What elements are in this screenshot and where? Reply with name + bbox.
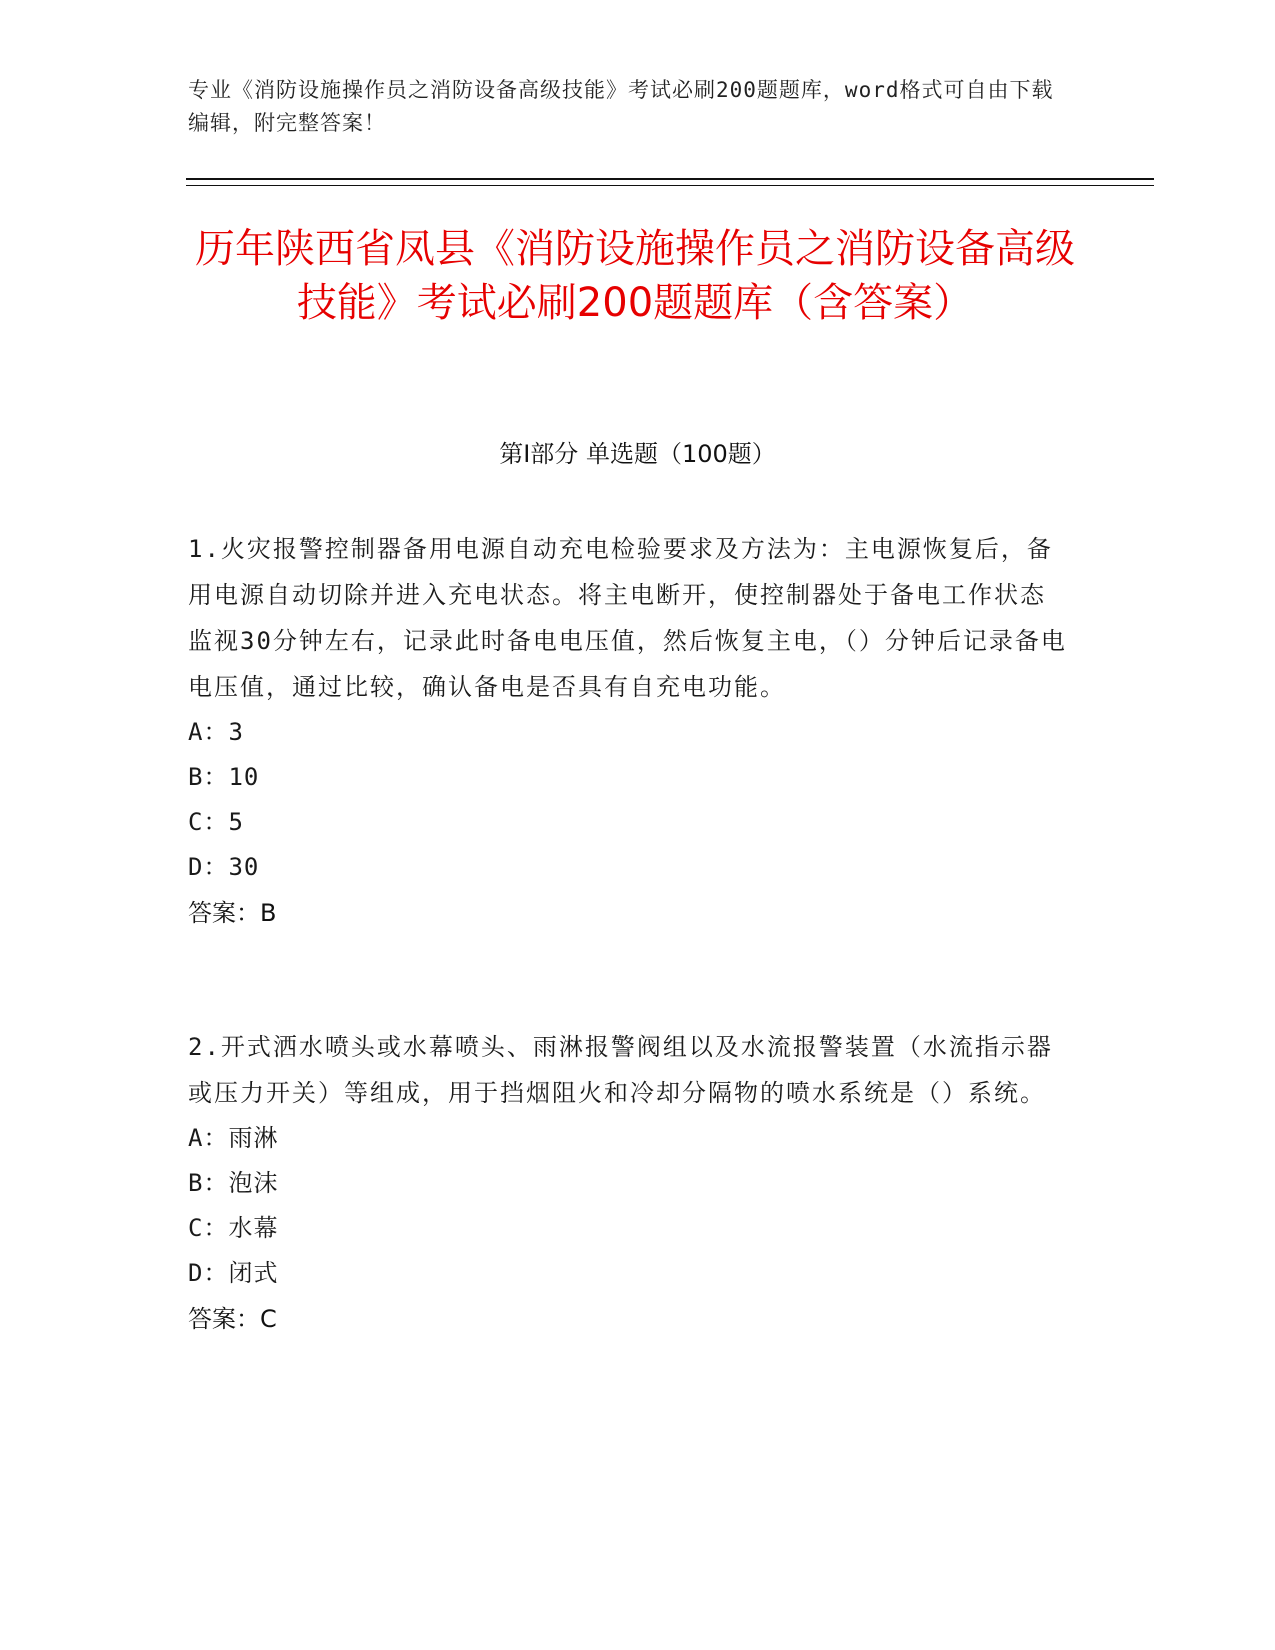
question-stem: 1.火灾报警控制器备用电源自动充电检验要求及方法为：主电源恢复后，备用电源自动切除并进入充电状态。将主电断开，使控制器处于备电工作状态监视30分钟左右，记录此时备电电压值，然后恢复主电，（）分钟后记录备电电压值，通过比较，确认备电是否具有自充电功能。: [188, 535, 1067, 701]
document-title: 历年陕西省凤县《消防设施操作员之消防设备高级技能》考试必刷200题题库（含答案）: [195, 226, 1075, 326]
question-stem: 2.开式洒水喷头或水幕喷头、雨淋报警阀组以及水流报警装置（水流指示器或压力开关）等组成，用于挡烟阻火和冷却分隔物的喷水系统是（）系统。: [188, 1033, 1053, 1107]
option-a: A：3: [188, 718, 244, 746]
option-d: D：闭式: [188, 1259, 279, 1287]
intro-text: 专业《消防设施操作员之消防设备高级技能》考试必刷200题题库，word格式可自由下载编辑，附完整答案！: [188, 78, 1054, 135]
answer: 答案：C: [188, 1305, 277, 1333]
option-b: B：泡沫: [188, 1169, 279, 1197]
option-c: C：5: [188, 808, 244, 836]
section-heading: 第I部分 单选题（100题）: [499, 440, 776, 468]
option-c: C：水幕: [188, 1214, 279, 1242]
option-d: D：30: [188, 853, 260, 881]
option-b: B：10: [188, 763, 260, 791]
question-2: [188, 1024, 1068, 1342]
answer: 答案：B: [188, 899, 277, 927]
option-a: A：雨淋: [188, 1124, 279, 1152]
question-1: [188, 526, 1068, 936]
header-divider-thick: [186, 178, 1154, 180]
header-divider-thin: [186, 185, 1154, 186]
